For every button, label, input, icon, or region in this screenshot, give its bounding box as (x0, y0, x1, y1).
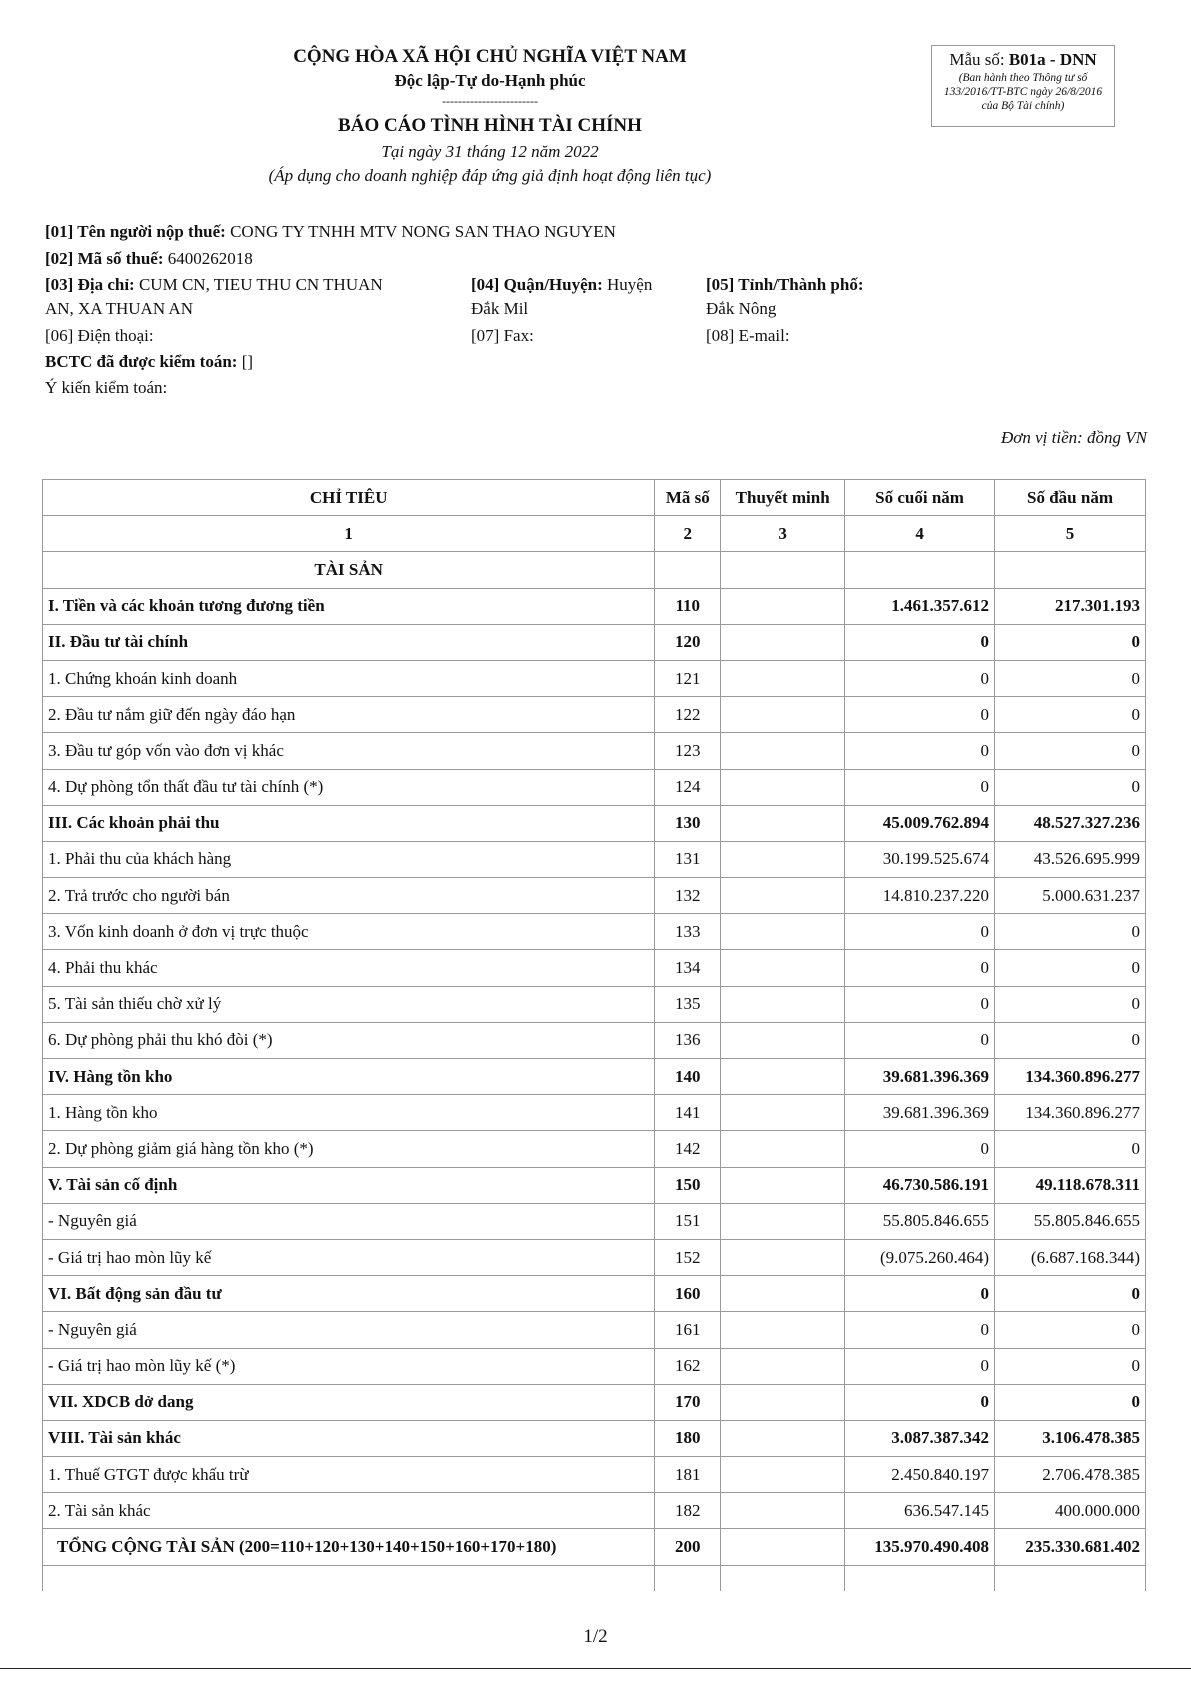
row-indicator: III. Các khoản phải thu (43, 805, 655, 841)
row-end-of-year: 14.810.237.220 (845, 878, 995, 914)
row-note (721, 1022, 845, 1058)
row-indicator: 2. Trả trước cho người bán (43, 878, 655, 914)
currency-unit: Đơn vị tiền: đồng VN (1001, 428, 1147, 447)
row-end-of-year: 135.970.490.408 (845, 1529, 995, 1565)
header-note: Thuyết minh (721, 480, 845, 516)
row-code: 124 (655, 769, 721, 805)
empty-cell (721, 1565, 845, 1591)
form-note: (Ban hành theo Thông tư số 133/2016/TT-BTC ngày 26/8/2016 của Bộ Tài chính) (943, 72, 1103, 112)
table-row (43, 1276, 1146, 1312)
row-begin-of-year: 400.000.000 (995, 1493, 1146, 1529)
row-note (721, 1239, 845, 1275)
row-code: 180 (655, 1420, 721, 1456)
row-note (721, 588, 845, 624)
row-code: 142 (655, 1131, 721, 1167)
col-number: 1 (43, 516, 655, 552)
fax-label: [07] Fax: (471, 326, 534, 345)
row-note (721, 950, 845, 986)
table-row (43, 841, 1146, 877)
audited-line (45, 350, 253, 374)
row-begin-of-year: 0 (995, 1312, 1146, 1348)
form-code-label: Mẫu số: (949, 50, 1009, 69)
report-scope: (Áp dụng cho doanh nghiệp đáp ứng giả định hoạt động liên tục) (268, 166, 712, 185)
row-begin-of-year: 5.000.631.237 (995, 878, 1146, 914)
row-code: 131 (655, 841, 721, 877)
table-row (43, 733, 1146, 769)
province-line2: Đắk Nông (706, 298, 777, 318)
row-indicator: I. Tiền và các khoản tương đương tiền (43, 588, 655, 624)
row-begin-of-year: 134.360.896.277 (995, 1059, 1146, 1095)
form-code (932, 49, 1114, 71)
row-indicator: IV. Hàng tồn kho (43, 1059, 655, 1095)
row-end-of-year: 0 (845, 950, 995, 986)
row-note (721, 1203, 845, 1239)
row-code: 200 (655, 1529, 721, 1565)
row-code: 141 (655, 1095, 721, 1131)
province-label: [05] Tỉnh/Thành phố: (706, 275, 864, 294)
row-indicator: VI. Bất động sản đầu tư (43, 1276, 655, 1312)
blank-row (43, 1565, 1146, 1591)
row-note (721, 1493, 845, 1529)
row-begin-of-year: 217.301.193 (995, 588, 1146, 624)
header-indicator: CHỈ TIÊU (43, 480, 655, 516)
row-note (721, 733, 845, 769)
row-indicator: 2. Dự phòng giảm giá hàng tồn kho (*) (43, 1131, 655, 1167)
table-row (43, 1312, 1146, 1348)
table-row (43, 878, 1146, 914)
row-indicator: - Giá trị hao mòn lũy kế (*) (43, 1348, 655, 1384)
row-indicator: - Nguyên giá (43, 1203, 655, 1239)
row-end-of-year: 0 (845, 986, 995, 1022)
row-indicator: VII. XDCB dở dang (43, 1384, 655, 1420)
audit-opinion-label: Ý kiến kiểm toán: (45, 378, 168, 397)
row-indicator: - Nguyên giá (43, 1312, 655, 1348)
table-row (43, 950, 1146, 986)
row-note (721, 1348, 845, 1384)
row-begin-of-year: 0 (995, 1348, 1146, 1384)
row-code: 122 (655, 697, 721, 733)
row-indicator: VIII. Tài sản khác (43, 1420, 655, 1456)
row-indicator: 3. Đầu tư góp vốn vào đơn vị khác (43, 733, 655, 769)
header-end-of-year: Số cuối năm (845, 480, 995, 516)
row-code: 170 (655, 1384, 721, 1420)
row-code: 121 (655, 660, 721, 696)
row-begin-of-year: 2.706.478.385 (995, 1457, 1146, 1493)
row-begin-of-year: 0 (995, 950, 1146, 986)
page-number: 1/2 (583, 1626, 608, 1647)
row-end-of-year: 0 (845, 769, 995, 805)
address-label: [03] Địa chỉ: (45, 275, 135, 294)
page-bottom-edge (0, 1668, 1191, 1686)
row-indicator: 4. Dự phòng tổn thất đầu tư tài chính (*) (43, 769, 655, 805)
form-code-box (931, 45, 1115, 127)
row-indicator: 4. Phải thu khác (43, 950, 655, 986)
col-number: 4 (845, 516, 995, 552)
row-indicator: 1. Hàng tồn kho (43, 1095, 655, 1131)
empty-cell (655, 552, 721, 588)
row-code: 136 (655, 1022, 721, 1058)
table-row (43, 1493, 1146, 1529)
row-note (721, 769, 845, 805)
row-note (721, 1167, 845, 1203)
row-note (721, 1457, 845, 1493)
table-row (43, 1167, 1146, 1203)
row-end-of-year: 3.087.387.342 (845, 1420, 995, 1456)
row-begin-of-year: 0 (995, 660, 1146, 696)
empty-cell (721, 552, 845, 588)
row-code: 152 (655, 1239, 721, 1275)
report-date: Tại ngày 31 tháng 12 năm 2022 (381, 142, 599, 161)
row-indicator: II. Đầu tư tài chính (43, 624, 655, 660)
table-row (43, 1059, 1146, 1095)
row-end-of-year: 636.547.145 (845, 1493, 995, 1529)
row-begin-of-year: 49.118.678.311 (995, 1167, 1146, 1203)
row-code: 133 (655, 914, 721, 950)
row-end-of-year: 0 (845, 914, 995, 950)
row-code: 150 (655, 1167, 721, 1203)
row-code: 135 (655, 986, 721, 1022)
empty-cell (995, 552, 1146, 588)
col-number: 2 (655, 516, 721, 552)
row-indicator: 2. Tài sản khác (43, 1493, 655, 1529)
row-end-of-year: 39.681.396.369 (845, 1059, 995, 1095)
row-note (721, 1529, 845, 1565)
row-begin-of-year: 0 (995, 733, 1146, 769)
table-row (43, 660, 1146, 696)
taxcode-line (45, 247, 253, 271)
table-row (43, 1457, 1146, 1493)
taxcode-label: [02] Mã số thuế: (45, 249, 164, 268)
empty-cell (655, 1565, 721, 1591)
row-note (721, 1420, 845, 1456)
row-code: 123 (655, 733, 721, 769)
address-line1: CUM CN, TIEU THU CN THUAN (134, 275, 383, 294)
row-note (721, 914, 845, 950)
district-label: [04] Quận/Huyện: (471, 275, 603, 294)
taxcode-value: 6400262018 (163, 249, 253, 268)
section-title: TÀI SẢN (43, 552, 655, 588)
row-begin-of-year: 48.527.327.236 (995, 805, 1146, 841)
row-code: 110 (655, 588, 721, 624)
row-code: 182 (655, 1493, 721, 1529)
row-code: 151 (655, 1203, 721, 1239)
row-begin-of-year: 0 (995, 697, 1146, 733)
row-begin-of-year: 235.330.681.402 (995, 1529, 1146, 1565)
table-row (43, 697, 1146, 733)
table-row (43, 1420, 1146, 1456)
row-end-of-year: 0 (845, 1384, 995, 1420)
nation-title: CỘNG HÒA XÃ HỘI CHỦ NGHĨA VIỆT NAM (293, 46, 687, 67)
table-row (43, 624, 1146, 660)
phone-label: [06] Điện thoại: (45, 326, 154, 345)
table-row (43, 588, 1146, 624)
row-note (721, 660, 845, 696)
row-note (721, 1095, 845, 1131)
row-end-of-year: 0 (845, 1022, 995, 1058)
report-title: BÁO CÁO TÌNH HÌNH TÀI CHÍNH (338, 115, 642, 136)
row-code: 160 (655, 1276, 721, 1312)
audited-label: BCTC đã được kiểm toán: (45, 352, 242, 371)
row-end-of-year: (9.075.260.464) (845, 1239, 995, 1275)
row-note (721, 986, 845, 1022)
col-number: 5 (995, 516, 1146, 552)
row-begin-of-year: 0 (995, 1022, 1146, 1058)
header-code: Mã số (655, 480, 721, 516)
table-row (43, 914, 1146, 950)
row-note (721, 697, 845, 733)
table-row (43, 1384, 1146, 1420)
row-begin-of-year: 0 (995, 1131, 1146, 1167)
row-indicator: 2. Đầu tư nắm giữ đến ngày đáo hạn (43, 697, 655, 733)
row-note (721, 841, 845, 877)
row-indicator: 1. Thuế GTGT được khấu trừ (43, 1457, 655, 1493)
row-indicator: TỔNG CỘNG TÀI SẢN (200=110+120+130+140+150+160+170+180) (43, 1529, 655, 1565)
row-note (721, 1131, 845, 1167)
table-row (43, 1348, 1146, 1384)
address-block (45, 273, 383, 320)
empty-cell (845, 1565, 995, 1591)
header-begin-of-year: Số đầu năm (995, 480, 1146, 516)
taxpayer-value: CONG TY TNHH MTV NONG SAN THAO NGUYEN (225, 222, 616, 241)
row-indicator: 6. Dự phòng phải thu khó đòi (*) (43, 1022, 655, 1058)
table-row (43, 1022, 1146, 1058)
row-end-of-year: 0 (845, 1131, 995, 1167)
district-line1: Huyện (602, 275, 653, 294)
row-begin-of-year: 3.106.478.385 (995, 1420, 1146, 1456)
row-begin-of-year: (6.687.168.344) (995, 1239, 1146, 1275)
audited-value: [] (241, 352, 254, 371)
row-begin-of-year: 0 (995, 914, 1146, 950)
row-end-of-year: 39.681.396.369 (845, 1095, 995, 1131)
table-row (43, 1529, 1146, 1565)
empty-cell (995, 1565, 1146, 1591)
row-code: 132 (655, 878, 721, 914)
row-end-of-year: 55.805.846.655 (845, 1203, 995, 1239)
section-row (43, 552, 1146, 588)
row-indicator: 1. Chứng khoán kinh doanh (43, 660, 655, 696)
row-end-of-year: 45.009.762.894 (845, 805, 995, 841)
email-label: [08] E-mail: (706, 326, 790, 345)
row-code: 161 (655, 1312, 721, 1348)
district-block (471, 273, 652, 320)
row-note (721, 1276, 845, 1312)
row-end-of-year: 2.450.840.197 (845, 1457, 995, 1493)
row-end-of-year: 0 (845, 660, 995, 696)
address-line2: AN, XA THUAN AN (45, 298, 193, 318)
row-note (721, 1059, 845, 1095)
row-code: 134 (655, 950, 721, 986)
table-row (43, 986, 1146, 1022)
row-begin-of-year: 55.805.846.655 (995, 1203, 1146, 1239)
taxpayer-line (45, 220, 616, 244)
row-code: 120 (655, 624, 721, 660)
row-begin-of-year: 134.360.896.277 (995, 1095, 1146, 1131)
row-begin-of-year: 0 (995, 1384, 1146, 1420)
row-end-of-year: 0 (845, 1276, 995, 1312)
col-number: 3 (721, 516, 845, 552)
row-note (721, 878, 845, 914)
row-begin-of-year: 0 (995, 986, 1146, 1022)
document-header (190, 44, 790, 188)
row-note (721, 624, 845, 660)
row-begin-of-year: 0 (995, 769, 1146, 805)
province-block (706, 273, 863, 320)
row-end-of-year: 30.199.525.674 (845, 841, 995, 877)
row-note (721, 1312, 845, 1348)
table-row (43, 1203, 1146, 1239)
row-indicator: - Giá trị hao mòn lũy kế (43, 1239, 655, 1275)
row-begin-of-year: 0 (995, 624, 1146, 660)
row-code: 130 (655, 805, 721, 841)
row-indicator: 3. Vốn kinh doanh ở đơn vị trực thuộc (43, 914, 655, 950)
table-row (43, 1131, 1146, 1167)
table-header-row (43, 480, 1146, 516)
row-end-of-year: 0 (845, 1312, 995, 1348)
row-indicator: 1. Phải thu của khách hàng (43, 841, 655, 877)
row-begin-of-year: 43.526.695.999 (995, 841, 1146, 877)
financial-position-table (42, 479, 1146, 1591)
table-column-numbers-row (43, 516, 1146, 552)
empty-cell (43, 1565, 655, 1591)
row-begin-of-year: 0 (995, 1276, 1146, 1312)
row-code: 181 (655, 1457, 721, 1493)
row-code: 140 (655, 1059, 721, 1095)
table-row (43, 769, 1146, 805)
row-end-of-year: 1.461.357.612 (845, 588, 995, 624)
motto: Độc lập-Tự do-Hạnh phúc (394, 71, 586, 90)
row-indicator: V. Tài sản cố định (43, 1167, 655, 1203)
empty-cell (845, 552, 995, 588)
separator: ------------------------ (442, 94, 538, 108)
taxpayer-label: [01] Tên người nộp thuế: (45, 222, 226, 241)
row-code: 162 (655, 1348, 721, 1384)
row-note (721, 805, 845, 841)
form-code-value: B01a - DNN (1008, 50, 1097, 69)
row-end-of-year: 0 (845, 1348, 995, 1384)
row-end-of-year: 0 (845, 624, 995, 660)
table-row (43, 805, 1146, 841)
row-end-of-year: 46.730.586.191 (845, 1167, 995, 1203)
table-row (43, 1239, 1146, 1275)
row-end-of-year: 0 (845, 733, 995, 769)
row-note (721, 1384, 845, 1420)
district-line2: Đắk Mil (471, 298, 529, 318)
row-end-of-year: 0 (845, 697, 995, 733)
table-row (43, 1095, 1146, 1131)
row-indicator: 5. Tài sản thiếu chờ xử lý (43, 986, 655, 1022)
